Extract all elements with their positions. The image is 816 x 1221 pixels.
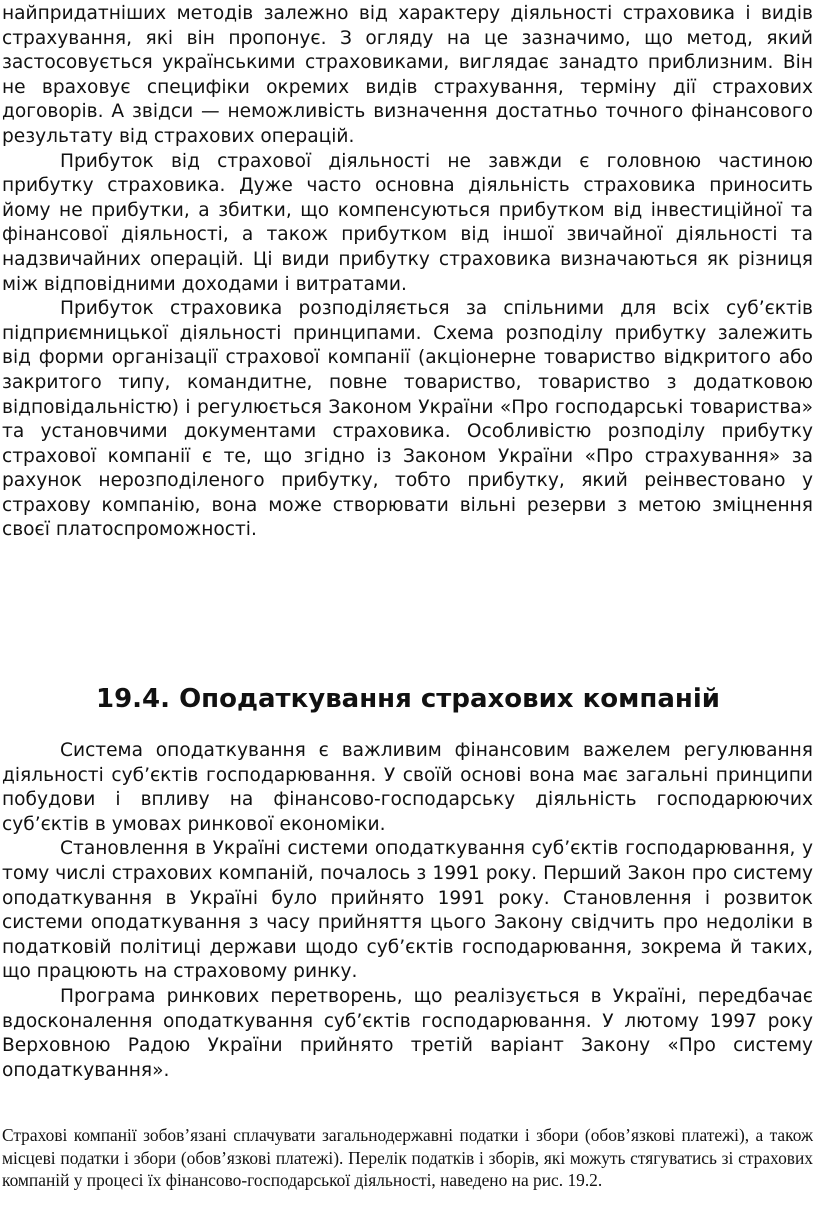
paragraph-profit-distribution: Прибуток страховика розподіляється за спільними для всіх суб’єктів підприємницької діяльності принципами. Схема розподілу прибутку залежить від форми організації страхової компанії (акціонерне товариство відкритого або закритого типу, командитне, повне товариство, товариство з додатковою відповідальністю) і регулюється Законом України «Про господарські товариства» та установчими документами страховика. Особливістю розподілу прибутку страхової компанії є те, що згідно із Законом України «Про страхування» за рахунок нерозподіленого прибутку, тобто прибутку, який реінвестовано у страхову компанію, вона може створювати вільні резерви з метою зміцнення своєї платоспроможності. (2, 298, 813, 541)
paragraph-market-reform: Програма ринкових перетворень, що реалізується в Україні, передбачає вдосконалення оподаткування суб’єктів господарювання. У лютому 1997 року Верховною Радою України прийнято третій варіант Закону «Про систему оподаткування». (2, 985, 813, 1081)
paragraph-method-continuation: найпридатніших методів залежно від характеру діяльності страховика і видів страхування, які він пропонує. З огляду на це зазначимо, що метод, який застосовується українськими страховиками, виглядає занадто приблизним. Він не враховує специфіки окремих видів страхування, терміну дії страхових договорів. А звідси — неможливість визначення достатньо точного фінансового результату від страхових операцій. (2, 3, 813, 147)
section-tax-list (2, 1124, 813, 1192)
paragraph-tax-system: Система оподаткування є важливим фінансовим важелем регулювання діяльності суб’єктів господарювання. У своїй основі вона має загальні принципи побудови і впливу на фінансово-господарську діяльність господарюючих суб’єктів в умовах ринкової економіки. (2, 740, 813, 835)
paragraph-insurance-profit: Прибуток від страхової діяльності не завжди є головною частиною прибутку страховика. Дуже часто основна діяльність страховика приносить йому не прибутки, а збитки, що компенсуються прибутком від інвестиційної та фінансової діяльності, а також прибутком від іншої звичайної діяльності та надзвичайних операцій. Ці види прибутку страховика визначаються як різниця між відповідними доходами і витратами. (2, 150, 813, 295)
section-taxation (2, 739, 813, 1083)
paragraph-tax-obligations: Страхові компанії зобов’язані сплачувати загальнодержавні податки і збори (обов’язкові платежі), а також місцеві податки і збори (обов’язкові платежі). Перелік податків і зборів, які можуть стягуватись зі страхових компаній у процесі їх фінансово-господарської діяльності, наведено на рис. 19.2. (2, 1125, 813, 1190)
section-profit (2, 2, 813, 543)
paragraph-tax-history: Становлення в Україні системи оподаткування суб’єктів господарювання, у тому числі страхових компаній, почалось з 1991 року. Перший Закон про систему оподаткування в Україні було прийнято 1991 року. Становлення і розвиток системи оподаткування з часу прийняття цього Закону свідчить про недоліки в податковій політиці держави щодо суб’єктів господарювання, зокрема й таких, що працюють на страховому ринку. (2, 838, 813, 983)
section-heading: 19.4. Оподаткування страхових компаній (95, 684, 720, 714)
